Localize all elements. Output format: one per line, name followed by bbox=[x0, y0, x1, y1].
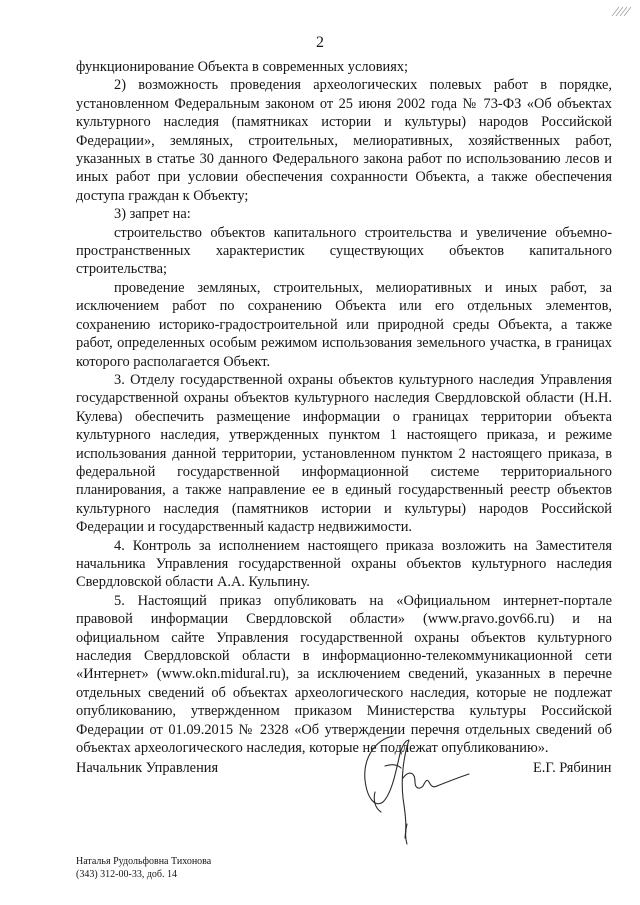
handwritten-signature bbox=[345, 728, 485, 848]
page-number: 2 bbox=[316, 34, 324, 51]
executor-contact bbox=[76, 855, 211, 881]
scan-corner-mark bbox=[610, 4, 634, 18]
paragraph-3: строительство объектов капитального строительства и увеличение объемно-пространственных характеристик существующих объектов капитального строительства; bbox=[76, 224, 612, 278]
document-body bbox=[76, 58, 612, 757]
signatory-name: Е.Г. Рябинин bbox=[533, 760, 612, 776]
paragraph-4: проведение земляных, строительных, мелиоративных и иных работ, за исключением работ по сохранению Объекта или его отдельных элементов, сохранению историко-градостроительной или природной среды Объекта, а также работ, определенных особым режимом использования земельного участка, в границах которого располагается Объект. bbox=[76, 279, 612, 370]
executor-name: Наталья Рудольфовна Тихонова bbox=[76, 856, 212, 867]
paragraph-2: 3) запрет на: bbox=[114, 206, 191, 223]
paragraph-7: 5. Настоящий приказ опубликовать на «Официальном интернет-портале правовой информации Свердловской области» (www.pravo.gov66.ru) и на официальном сайте Управления государственной охраны объектов культурного наследия Свердловской области в информационно-телекоммуникационной сети «Интернет» (www.okn.midural.ru), за исключением сведений, указанных в перечне отдельных сведений об объектах археологического наследия, которые не подлежат опубликованию, утвержденном приказом Министерства культуры Российской Федерации от 01.09.2015 № 2328 «Об утверждении перечня отдельных сведений об объектах археологического наследия, которые не подлежат опубликованию». bbox=[76, 592, 612, 757]
paragraph-5: 3. Отделу государственной охраны объектов культурного наследия Управления государственной охраны объектов культурного наследия Свердловской области (Н.Н. Кулева) обеспечить размещение информации о границах территории объекта культурного наследия, утвержденных пунктом 1 настоящего приказа, и режиме использования данной территории, установленном пунктом 2 настоящего приказа, в федеральной государственной информационной системе территориального планирования, а также направление ее в единый государственный реестр объектов культурного наследия (памятников истории и культуры) народов Российской Федерации и государственный кадастр недвижимости. bbox=[76, 371, 612, 536]
paragraph-0: функционирование Объекта в современных условиях; bbox=[76, 59, 409, 75]
paragraph-6: 4. Контроль за исполнением настоящего приказа возложить на Заместителя начальника Управления государственной охраны объектов культурного наследия Свердловской области А.А. Кульпину. bbox=[76, 537, 612, 591]
signatory-position: Начальник Управления bbox=[76, 760, 219, 776]
paragraph-1: 2) возможность проведения археологических полевых работ в порядке, установленном Федеральным законом от 25 июня 2002 года № 73-ФЗ «Об объектах культурного наследия (памятниках истории и культуры) народов Российской Федерации», земляных, строительных, мелиоративных, хозяйственных работ, указанных в статье 30 данного Федерального закона работ по использованию лесов и иных работ при условии обеспечения сохранности Объекта, а также обеспечения доступа граждан к Объекту; bbox=[76, 77, 612, 204]
executor-phone: (343) 312-00-33, доб. 14 bbox=[76, 869, 177, 880]
